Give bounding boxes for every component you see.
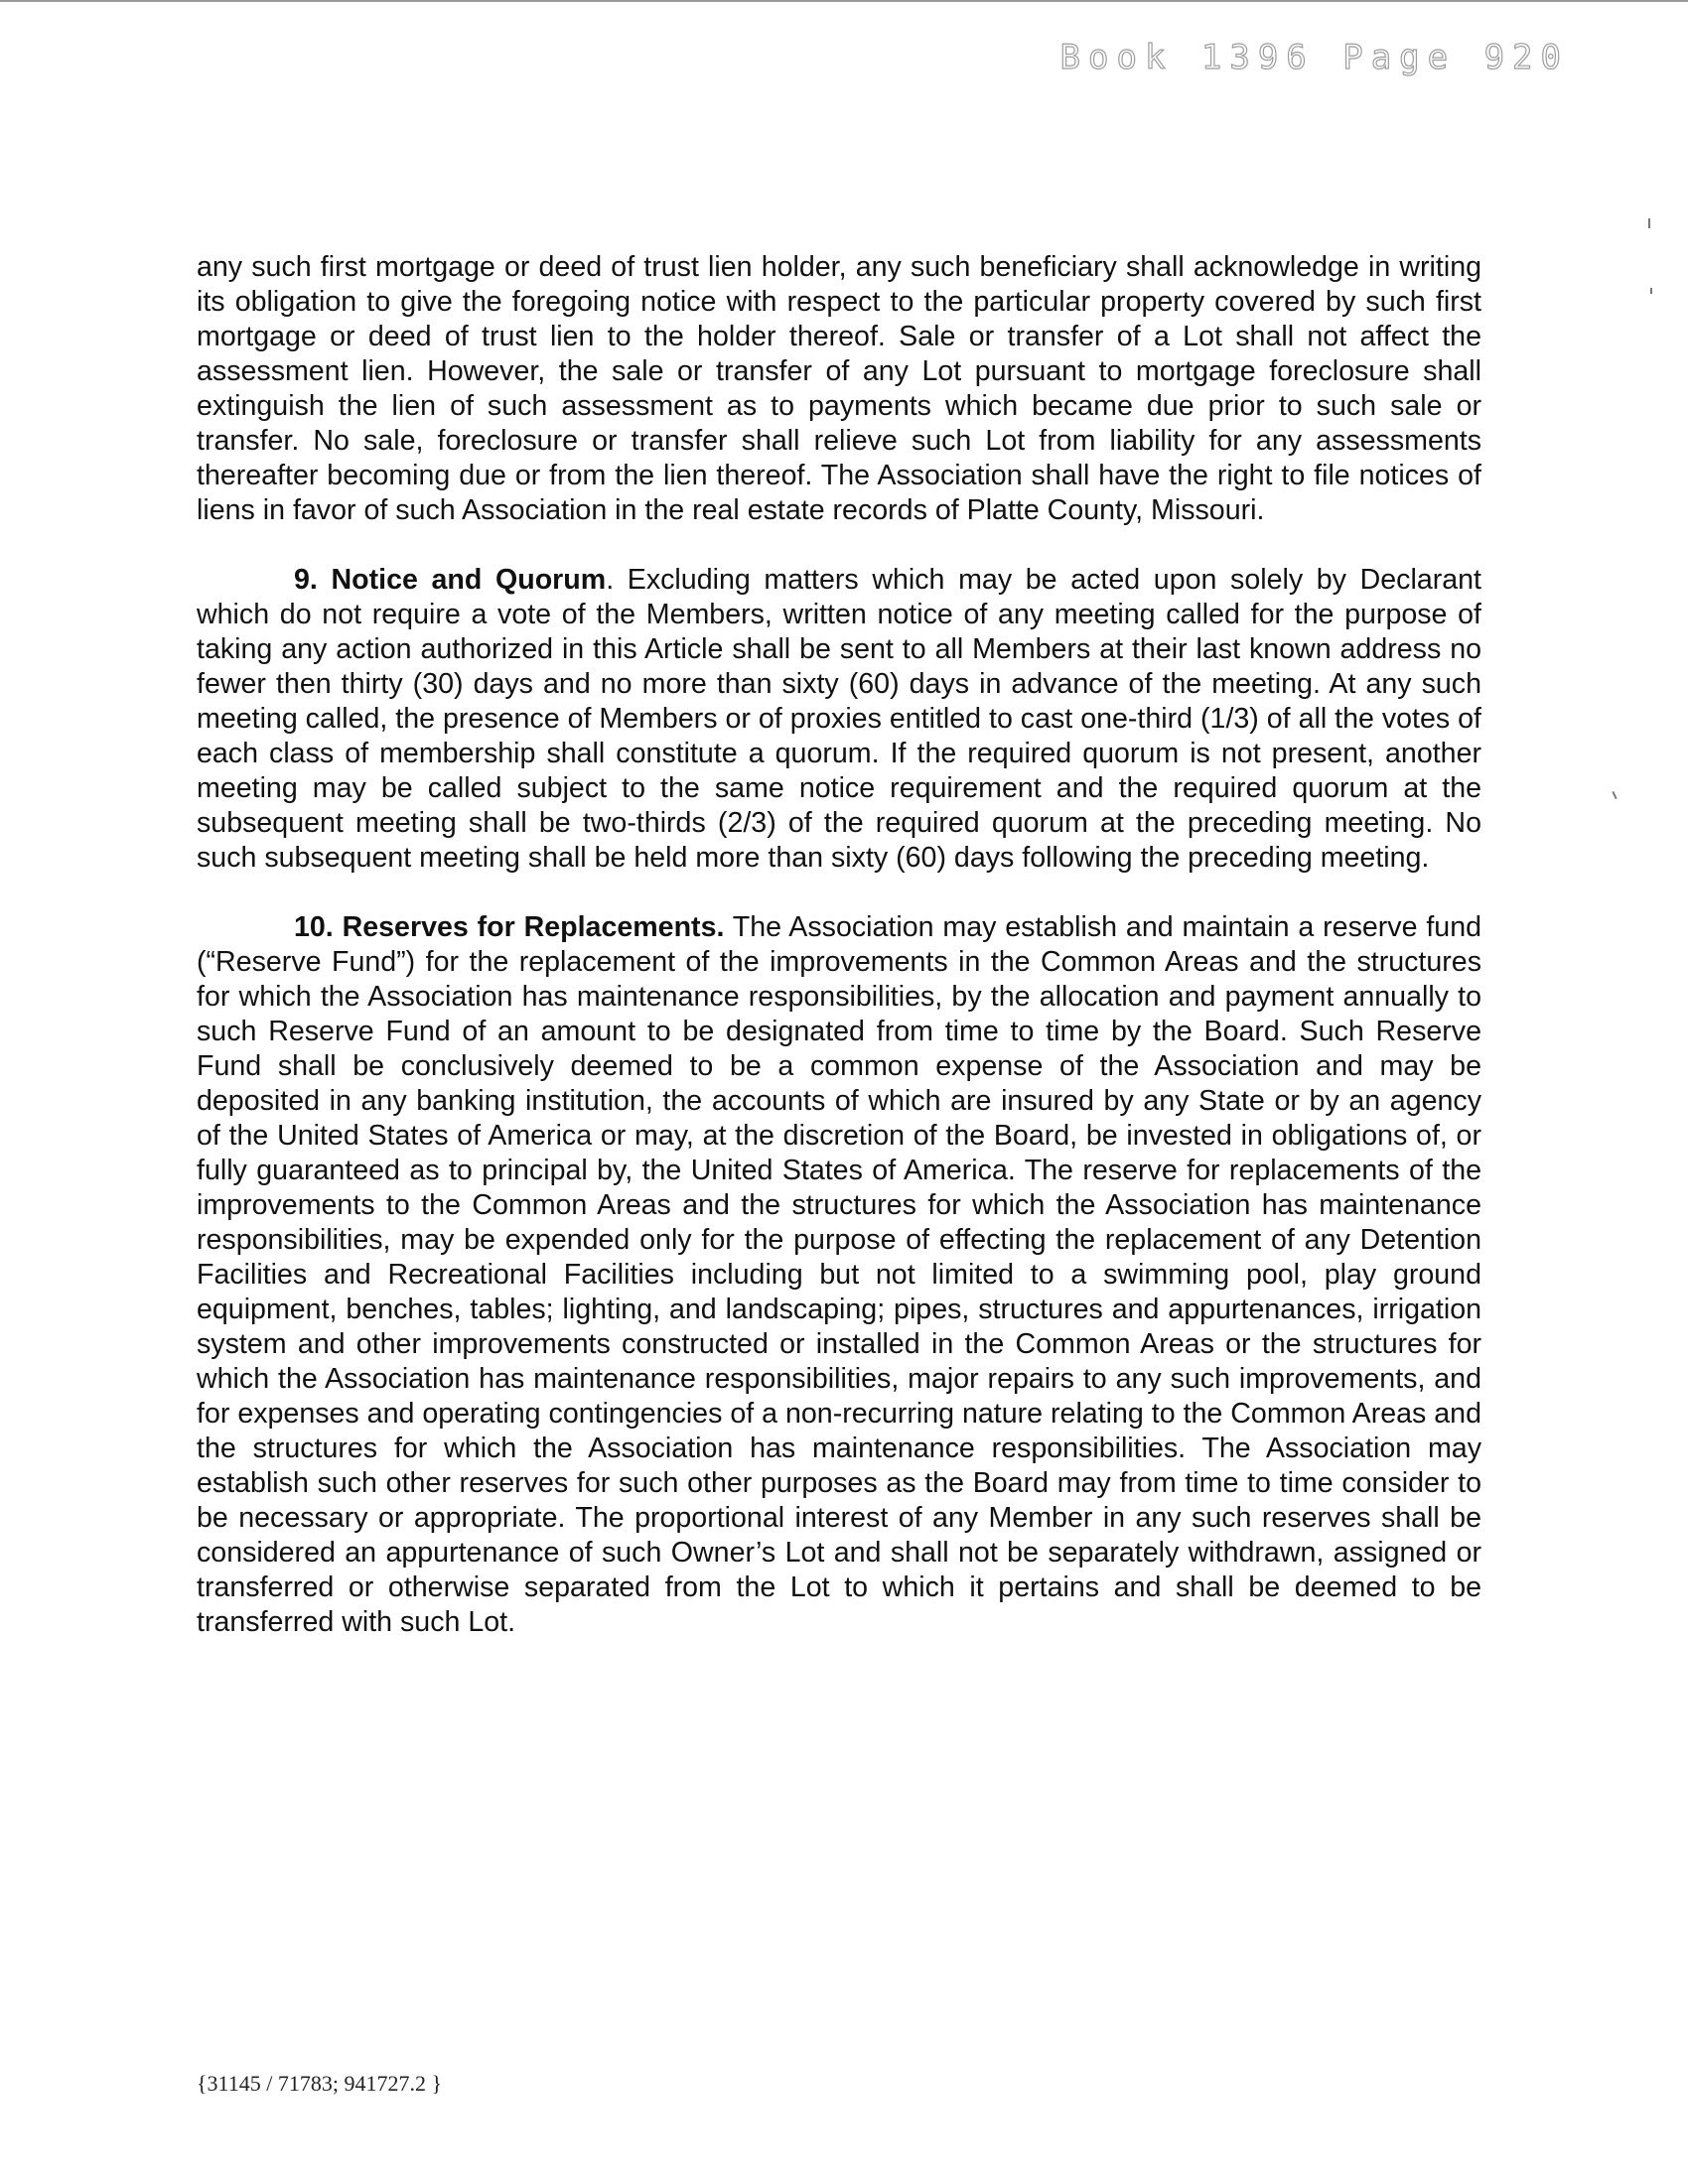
section-10-heading: 10. Reserves for Replacements. [294,911,725,943]
section-10-body: The Association may establish and maintain a reserve fund (“Reserve Fund”) for the replacement of the improvements in the Common Areas and the structures for which the Association has maintenance responsibilities, by the allocation and payment annually to such Reserve Fund of an amount to be designated from time to time by the Board. Such Reserve Fund shall be conclusively deemed to be a common expense of the Association and may be deposited in any banking institution, the accounts of which are insured by any State or by an agency of the United States of America or may, at the discretion of the Board, be invested in obligations of, or fully guaranteed as to principal by, the United States of America. The reserve for replacements of the improvements to the Common Areas and the structures for which the Association has maintenance responsibilities, may be expended only for the purpose of effecting the replacement of any Detention Facilities and Recreational Facilities including but not limited to a swimming pool, play ground equipment, benches, tables; lighting, and landscaping; pipes, structures and appurtenances, irrigation system and other improvements constructed or installed in the Common Areas or the structures for which the Association has maintenance responsibilities, major repairs to any such improvements, and for expenses and operating contingencies of a non-recurring nature relating to the Common Areas and the structures for which the Association has maintenance responsibilities. The Association may establish such other reserves for such other purposes as the Board may from time to time consider to be necessary or appropriate. The proportional interest of any Member in any such reserves shall be considered an appurtenance of such Owner’s Lot and shall not be separately withdrawn, assigned or transferred or otherwise separated from the Lot to which it pertains and shall be deemed to be transferred with such Lot. [197,911,1481,1638]
book-page-stamp: Book 1396 Page 920 [1059,38,1569,77]
section-9-body: . Excluding matters which may be acted upon solely by Declarant which do not require a vote of the Members, written notice of any meeting called for the purpose of taking any action authorized in this Article shall be sent to all Members at their last known address no fewer then thirty (30) days and no more than sixty (60) days in advance of the meeting. At any such meeting called, the presence of Members or of proxies entitled to cast one-third (1/3) of all the votes of each class of membership shall constitute a quorum. If the required quorum is not present, another meeting may be called subject to the same notice requirement and the required quorum at the subsequent meeting shall be two-thirds (2/3) of the required quorum at the preceding meeting. No such subsequent meeting shall be held more than sixty (60) days following the preceding meeting. [197,564,1481,874]
paragraph-section-9 [197,563,1481,876]
document-body [197,250,1481,1675]
scan-speck [1648,218,1650,228]
page-top-border [0,0,1688,2]
scan-speck [1650,288,1652,294]
document-reference-number: {31145 / 71783; 941727.2 } [197,2071,443,2096]
paragraph-continuation: any such first mortgage or deed of trust lien holder, any such beneficiary shall acknowledge in writing its obligation to give the foregoing notice with respect to the particular property covered by such first mortgage or deed of trust lien to the holder thereof. Sale or transfer of a Lot shall not affect the assessment lien. However, the sale or transfer of any Lot pursuant to mortgage foreclosure shall extinguish the lien of such assessment as to payments which became due prior to such sale or transfer. No sale, foreclosure or transfer shall relieve such Lot from liability for any assessments thereafter becoming due or from the lien thereof. The Association shall have the right to file notices of liens in favor of such Association in the real estate records of Platte County, Missouri. [197,251,1481,526]
scan-speck [1612,791,1617,799]
paragraph-section-10 [197,910,1481,1640]
section-9-heading: 9. Notice and Quorum [294,564,607,596]
